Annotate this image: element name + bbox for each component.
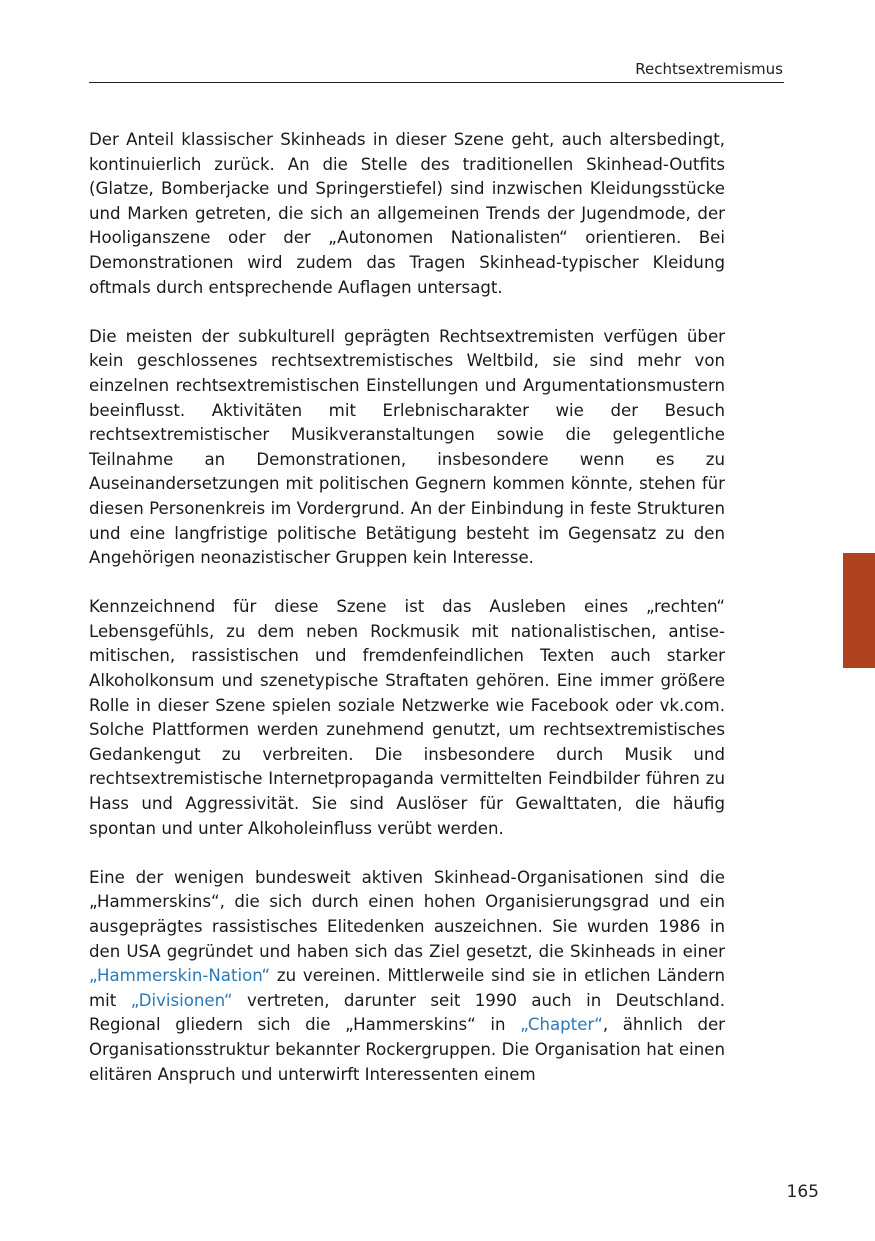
paragraph-1: Der Anteil klassischer Skinheads in dieser Szene geht, auch altersbedingt, kontinuierlich zurück. An die Stelle des traditionellen Skinhead-Outfits (Glatze, Bomberjacke und Springerstiefel) sind inzwischen Kleidungsstücke und Marken getreten, die sich an allgemeinen Trends der Jugendmode, der Hooliganszene oder der „Autonomen Nationalisten“ orientieren. Bei Demonstrationen wird zudem das Tragen Skinhead-typischer Kleidung oftmals durch entsprechende Auflagen untersagt.: [89, 130, 725, 297]
paragraph-4-text: zu vereinen. Mittlerweile sind sie in etlichen Ländern mit: [89, 966, 725, 1010]
paragraph-2: Die meisten der subkulturell geprägten Rechtsextremisten verfügen über kein geschlossenes rechtsextremistisches Weltbild, sie sind mehr von einzelnen rechtsextremistischen Einstellungen und Argumentationsmustern beeinflusst. Aktivitäten mit Erlebnischarakter wie der Besuch rechtsextremistischer Musikveranstaltungen sowie die gelegentliche Teilnahme an Demonstrationen, insbesondere wenn es zu Auseinandersetzungen mit politischen Gegnern kommen könnte, stehen für diesen Personenkreis im Vordergrund. An der Einbindung in feste Strukturen und eine langfristige politische Betätigung besteht im Gegensatz zu den Angehörigen neonazistischer Gruppen kein Interesse.: [89, 326, 725, 568]
chapter-tab-marker: [843, 553, 875, 668]
page-number: 165: [786, 1182, 819, 1202]
glossary-link-hammerskin-nation[interactable]: „Hammerskin-Nation“: [89, 966, 271, 986]
running-header-title: Rechtsextremismus: [635, 60, 783, 78]
paragraph-4: [89, 866, 725, 1087]
paragraph-4-text: , ähnlich der Organisationsstruktur bekannter Rockergruppen. Die Organisation hat einen elitären Anspruch und unterwirft Interessenten einem: [89, 1015, 726, 1084]
paragraph-4-text: Eine der wenigen bundesweit aktiven Skinhead-Organisationen sind die „Hammerskins“, die sich durch einen hohen Organisierungsgrad und ein ausgeprägtes rassistisches Elitedenken auszeichnen. Sie wurden 1986 in den USA gegründet und haben sich das Ziel gesetzt, die Skinheads in einer: [89, 867, 725, 961]
paragraph-4-text: vertreten, darunter seit 1990 auch in Deutschland. Regional gliedern sich die „Hammerskins“ in: [89, 990, 725, 1035]
paragraph-3: Kennzeichnend für diese Szene ist das Ausleben eines „rechten“ Lebensgefühls, zu dem neben Rockmusik mit nationalistischen, antisemitischen, rassistischen und fremdenfeindlichen Texten auch starker Alkoholkonsum und szenetypische Straftaten gehören. Eine immer größere Rolle in dieser Szene spielen soziale Netzwerke wie Facebook oder vk.com. Solche Plattformen werden zunehmend genutzt, um rechtsextremistisches Gedankengut zu verbreiten. Die insbesondere durch Musik und rechtsextremistische Internetpropaganda vermittelten Feindbilder führen zu Hass und Aggressivität. Sie sind Auslöser für Gewalttaten, die häufig spontan und unter Alkoholeinfluss verübt werden.: [89, 597, 725, 838]
body-text: [89, 128, 725, 1112]
glossary-link-chapter[interactable]: „Chapter“: [520, 1015, 603, 1035]
header-divider: [89, 82, 784, 83]
glossary-link-divisionen[interactable]: „Divisionen“: [130, 990, 233, 1010]
